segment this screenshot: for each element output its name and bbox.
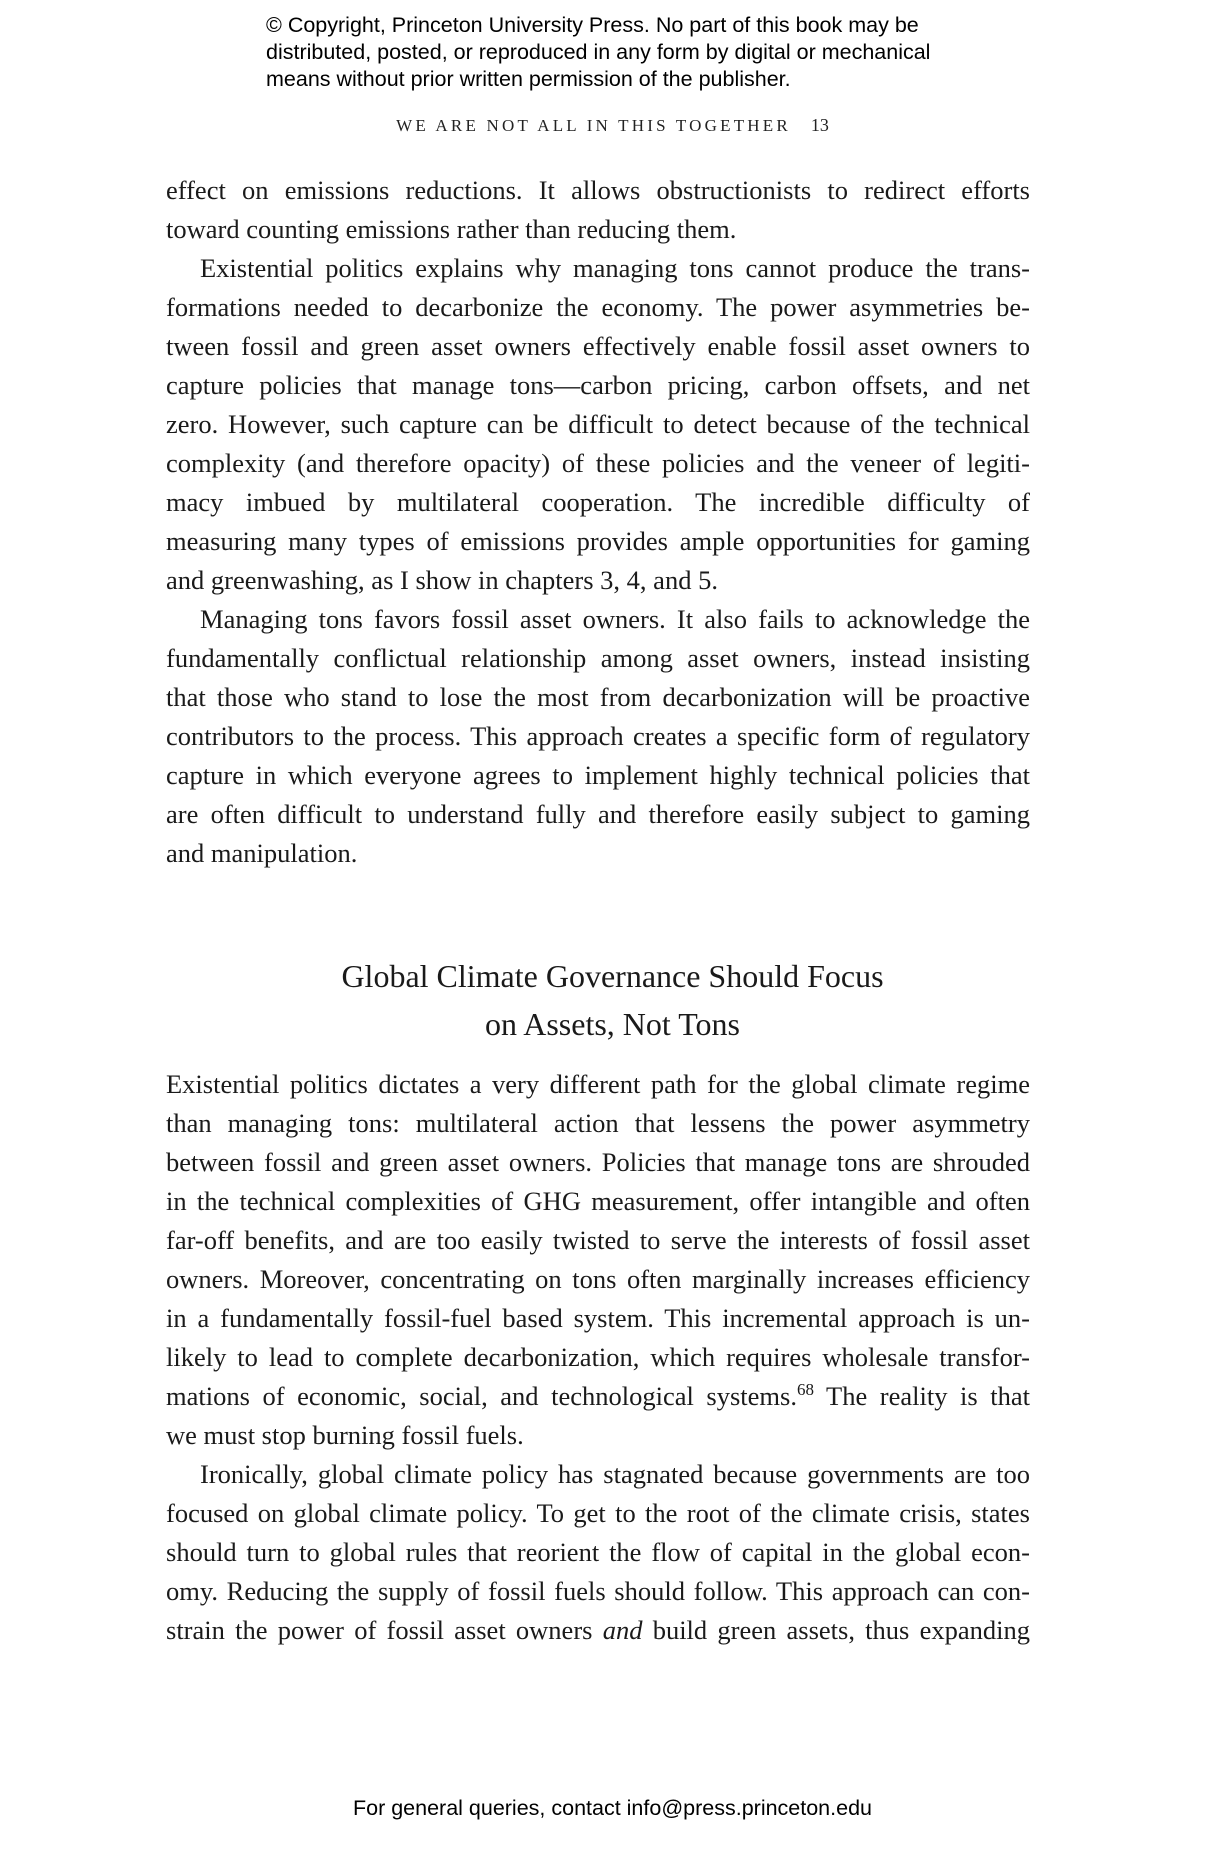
text-line: zero. However, such capture can be difficult to detect because of the technical — [166, 409, 1030, 439]
section-two-body — [166, 1065, 1030, 1650]
text-line: are often difficult to understand fully and therefore easily subject to gaming — [166, 799, 1030, 829]
text-line: capture policies that manage tons—carbon pricing, carbon offsets, and net — [166, 370, 1030, 400]
text-line: macy imbued by multilateral cooperation. The incredible difficulty of — [166, 487, 1030, 517]
text-line: and greenwashing, as I show in chapters 3, 4, and 5. — [166, 565, 718, 595]
text-segment: build green assets, thus expanding — [642, 1615, 1030, 1645]
section-heading-line: Global Climate Governance Should Focus — [341, 958, 884, 994]
text-line-with-emphasis — [166, 1611, 1030, 1650]
text-line: capture in which everyone agrees to implement highly technical policies that — [166, 760, 1030, 790]
text-line: focused on global climate policy. To get to the root of the climate crisis, states — [166, 1498, 1030, 1528]
text-line: should turn to global rules that reorient the flow of capital in the global econ- — [166, 1537, 1030, 1567]
text-line: complexity (and therefore opacity) of these policies and the veneer of legiti- — [166, 448, 1030, 478]
running-head-title: WE ARE NOT ALL IN THIS TOGETHER — [396, 116, 791, 135]
endnote-reference[interactable]: 68 — [796, 1380, 814, 1399]
section-heading — [0, 952, 1225, 1048]
text-line: Ironically, global climate policy has stagnated because governments are too — [200, 1459, 1030, 1489]
copyright-notice — [266, 12, 1026, 93]
text-line: between fossil and green asset owners. Policies that manage tons are shrouded — [166, 1147, 1030, 1177]
text-line: and manipulation. — [166, 838, 358, 868]
text-line: in a fundamentally fossil-fuel based system. This incremental approach is un- — [166, 1303, 1030, 1333]
text-line: far-off benefits, and are too easily twisted to serve the interests of fossil asset — [166, 1225, 1030, 1255]
text-line: Existential politics explains why managing tons cannot produce the trans- — [200, 253, 1030, 283]
text-segment: The reality is that — [813, 1381, 1030, 1411]
text-line: that those who stand to lose the most from decarbonization will be proactive — [166, 682, 1030, 712]
copyright-line: © Copyright, Princeton University Press. No part of this book may be — [266, 13, 919, 37]
section-one-body — [166, 171, 1030, 873]
copyright-line: means without prior written permission of the publisher. — [266, 67, 791, 91]
text-line-with-note — [166, 1377, 1030, 1416]
text-segment: strain the power of fossil asset owners — [166, 1615, 603, 1645]
text-line: fundamentally conflictual relationship among asset owners, instead insisting — [166, 643, 1030, 673]
text-line: likely to lead to complete decarbonization, which requires wholesale transfor- — [166, 1342, 1030, 1372]
footer-contact: For general queries, contact info@press.princeton.edu — [352, 1796, 872, 1820]
text-line: in the technical complexities of GHG measurement, offer intangible and often — [166, 1186, 1030, 1216]
text-line: Managing tons favors fossil asset owners. It also fails to acknowledge the — [200, 604, 1030, 634]
emphasis-text: and — [602, 1615, 643, 1645]
text-line: omy. Reducing the supply of fossil fuels should follow. This approach can con- — [166, 1576, 1030, 1606]
section-heading-line: on Assets, Not Tons — [485, 1006, 740, 1042]
text-line: formations needed to decarbonize the economy. The power asymmetries be- — [166, 292, 1030, 322]
text-line: measuring many types of emissions provides ample opportunities for gaming — [166, 526, 1030, 556]
text-segment: mations of economic, social, and technological systems. — [166, 1381, 797, 1411]
text-line: we must stop burning fossil fuels. — [166, 1420, 524, 1450]
text-line: effect on emissions reductions. It allows obstructionists to redirect efforts — [166, 175, 1030, 205]
text-line: contributors to the process. This approach creates a specific form of regulatory — [166, 721, 1030, 751]
text-line: Existential politics dictates a very different path for the global climate regime — [166, 1069, 1030, 1099]
text-line: owners. Moreover, concentrating on tons often marginally increases efficiency — [166, 1264, 1030, 1294]
text-line: than managing tons: multilateral action that lessens the power asymmetry — [166, 1108, 1030, 1138]
page-number: 13 — [810, 115, 829, 135]
running-head — [0, 115, 1225, 136]
text-line: toward counting emissions rather than reducing them. — [166, 214, 737, 244]
text-line: tween fossil and green asset owners effectively enable fossil asset owners to — [166, 331, 1030, 361]
copyright-line: distributed, posted, or reproduced in any form by digital or mechanical — [266, 40, 931, 64]
